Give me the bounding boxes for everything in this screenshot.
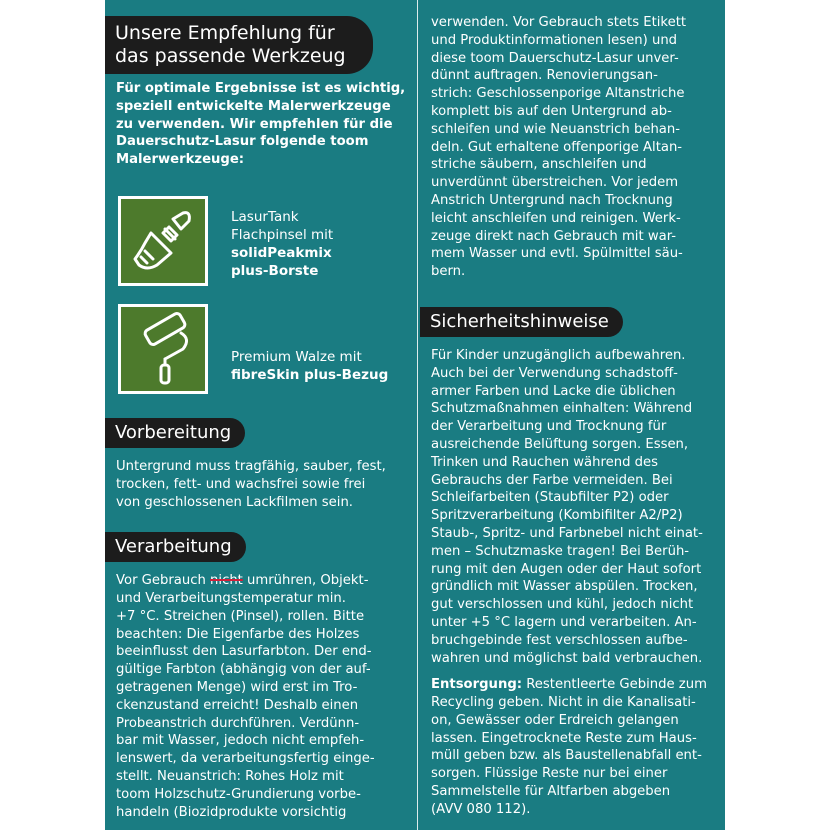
- proc-first-a: Vor Gebrauch: [116, 573, 211, 588]
- proc-strike-word: nicht: [210, 573, 243, 588]
- proc-heading: Verarbeitung: [105, 532, 246, 562]
- disposal-first: Restentleerte Gebinde zum: [522, 677, 707, 692]
- disposal-first-line: [431, 676, 723, 694]
- roller-line2: fibreSkin plus-Bezug: [231, 367, 389, 383]
- roller-line1: Premium Walze mit: [231, 349, 362, 365]
- disposal-text: Recycling geben. Nicht in die Kanalisati- on, Gewässer oder Erdreich gelangen lassen. Eingetrocknete Reste zum Haus- müll geben bzw. als Baustellenabfall ent- sorgen. Flüssige Reste nur bei einer Sammelstelle für Altfarben abgeben (AVV 080 112).: [431, 695, 702, 817]
- tools-heading-line1: Unsere Empfehlung für: [115, 22, 335, 44]
- brush-tool-text: [231, 208, 333, 280]
- brush-line3: solidPeakmix: [231, 245, 332, 261]
- brush-tool-box: [118, 196, 208, 286]
- proc-first-line: [116, 572, 416, 590]
- brush-line1: LasurTank: [231, 209, 299, 225]
- proc-first-b: umrühren, Objekt-: [242, 573, 369, 588]
- roller-tool-box: [118, 304, 208, 394]
- tools-heading-line2: das passende Werkzeug: [115, 45, 346, 67]
- prep-text: Untergrund muss tragfähig, sauber, fest, trocken, fett- und wachsfrei sowie frei von geschlossenen Lackfilmen sein.: [116, 459, 386, 510]
- tools-heading: [105, 16, 373, 74]
- continued-text: verwenden. Vor Gebrauch stets Etikett und Produktinformationen lesen) und diese toom Dauerschutz-Lasur unver- dünnt auftragen. Renovierungsan- strich: Geschlossenporige Altanstriche komplett bis auf den Untergrund ab- schleifen und wie Neuanstrich behan- deln. Gut erhaltene offenporige Altan- striche säubern, anschleifen und unverdünnt überstreichen. Vor jedem Anstrich Untergrund nach Trocknung leicht anschleifen und reinigen. Werk- zeuge direkt nach Gebrauch mit war- mem Wasser und evtl. Spülmittel säu- bern.: [431, 15, 687, 280]
- proc-text: und Verarbeitungstemperatur min. +7 °C. Streichen (Pinsel), rollen. Bitte beachten: Die Eigenfarbe des Holzes beeinflusst den Lasurfarbton. Der end- gültige Farbton (abhängig von der auf- getragenen Menge) wird erst im Tro- ckenzustand erreicht! Deshalb einen Probeanstrich durchführen. Verdünn- bar mit Wasser, jedoch nicht empfeh- lenswert, da verarbeitungsfertig einge- stellt. Neuanstrich: Rohes Holz mit toom Holzschutz-Grundierung vorbe- handeln (Biozidprodukte vorsichtig: [116, 591, 375, 820]
- prep-heading: Vorbereitung: [105, 418, 245, 448]
- roller-tool-text: [231, 348, 388, 384]
- column-divider: [417, 0, 418, 830]
- brush-line4: plus-Borste: [231, 263, 319, 279]
- tools-intro: Für optimale Ergebnisse ist es wichtig, speziell entwickelte Malerwerkzeuge zu verwenden. Wir empfehlen für die Dauerschutz-Lasur folgende toom Malerwerkzeuge:: [116, 81, 406, 168]
- brush-line2: Flachpinsel mit: [231, 227, 334, 243]
- paint-roller-icon: [121, 307, 205, 391]
- safety-heading: Sicherheitshinweise: [420, 307, 623, 337]
- safety-text: Für Kinder unzugänglich aufbewahren. Auch bei der Verwendung schadstoff- armer Farben und Lacke die üblichen Schutzmaßnahmen einhalten: Während der Verarbeitung und Trocknung für ausreichende Belüftung sorgen. Essen, Trinken und Rauchen während des Gebrauchs der Farbe vermeiden. Bei Schleifarbeiten (Staubfilter P2) oder Spritzverarbeitung (Kombifilter A2/P2) Staub-, Spritz- und Farbnebel nicht einat- men – Schutzmaske tragen! Bei Berüh- rung mit den Augen oder der Haut sofort gründlich mit Wasser abspülen. Trocken, gut verschlossen und kühl, jedoch nicht unter +5 °C lagern und verarbeiten. An- bruchgebinde fest verschlossen aufbe- wahren und möglichst bald verbrauchen.: [431, 348, 703, 666]
- disposal-label: Entsorgung:: [431, 677, 523, 692]
- brush-icon: [121, 199, 205, 283]
